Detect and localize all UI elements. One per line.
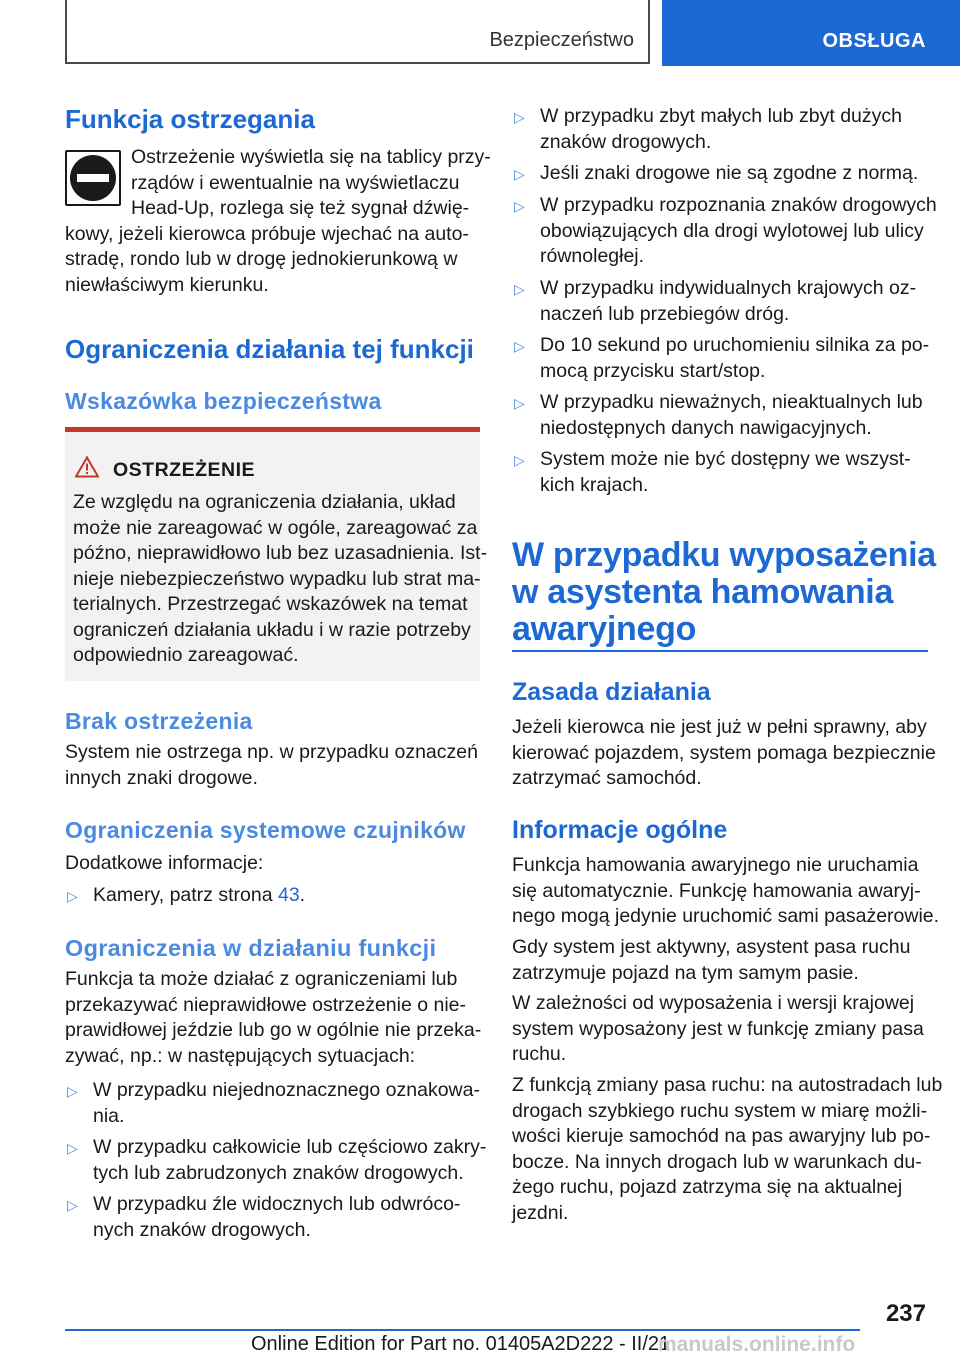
text-line: ograniczeń działania układu i w razie potrzeby bbox=[73, 618, 471, 641]
text-line: Head-Up, rozlega się też sygnał dźwię- bbox=[131, 197, 470, 219]
text-line: zywać, np.: w następujących sytuacjach: bbox=[65, 1044, 416, 1067]
text-line: się automatycznie. Funkcję hamowania awaryj- bbox=[512, 879, 921, 902]
text-line: zatrzymać samochód. bbox=[512, 767, 702, 789]
bullet-triangle-icon: ▷ bbox=[514, 338, 525, 354]
text-line: jezdni. bbox=[512, 1201, 569, 1224]
text-line: Ze względu na ograniczenia działania, układ bbox=[73, 491, 456, 513]
heading-principle: Zasada działania bbox=[512, 678, 711, 706]
text-line: nego mogą jedynie uruchomić sami pasażerowie. bbox=[512, 905, 940, 927]
heading-safety: Wskazówka bezpieczeństwa bbox=[65, 388, 382, 414]
bullet-triangle-icon: ▷ bbox=[514, 109, 525, 125]
text-line: prawidłowej jeździe lub go w ogólnie nie przeka- bbox=[65, 1019, 482, 1041]
text-line: rządów i ewentualnie na wyświetlaczu bbox=[131, 171, 460, 194]
bullet-triangle-icon: ▷ bbox=[67, 1197, 78, 1213]
text-line: stradę, rondo lub w drogę jednokierunkową w bbox=[65, 248, 458, 270]
text-line: żego ruchu, pojazd zatrzyma się na aktualnej bbox=[512, 1176, 903, 1198]
no-entry-icon bbox=[65, 150, 121, 206]
bullet-triangle-icon: ▷ bbox=[514, 395, 525, 411]
text-line: może nie zareagować w ogóle, zareagować za bbox=[73, 516, 478, 539]
list-item: Kamery, patrz strona 43. bbox=[93, 884, 306, 906]
list-item: tych lub zabrudzonych znaków drogowych. bbox=[93, 1161, 464, 1184]
page-link-43[interactable]: 43 bbox=[277, 884, 300, 906]
text-line: innych znaki drogowe. bbox=[65, 766, 258, 789]
text-line: przekazywać nieprawidłowe ostrzeżenie o nie- bbox=[65, 993, 467, 1016]
text-line: Dodatkowe informacje: bbox=[65, 852, 264, 874]
warning-triangle-icon bbox=[75, 456, 99, 478]
page-number: 237 bbox=[885, 1300, 926, 1327]
bullet-triangle-icon: ▷ bbox=[67, 888, 78, 904]
text-line: kowy, jeżeli kierowca próbuje wjechać na auto- bbox=[65, 222, 469, 245]
heading-general-info: Informacje ogólne bbox=[512, 816, 728, 844]
heading-emergency-brake: W przypadku wyposażenia bbox=[512, 536, 936, 574]
header-frame bbox=[65, 0, 650, 64]
list-item: obowiązujących dla drogi wylotowej lub ulicy bbox=[540, 219, 924, 242]
list-item: równoległej. bbox=[540, 245, 645, 267]
list-item: W przypadku nieważnych, nieaktualnych lub bbox=[540, 391, 923, 413]
footer-brand-watermark: manuals.online.info bbox=[658, 1333, 856, 1356]
list-item: nia. bbox=[93, 1104, 125, 1127]
heading-function-limits: Ograniczenia w działaniu funkcji bbox=[65, 935, 437, 961]
heading-sensor-limits: Ograniczenia systemowe czujników bbox=[65, 817, 466, 843]
footer-edition: Online Edition for Part no. 01405A2D222 - II/21 bbox=[251, 1333, 671, 1355]
text-line: odpowiednio zareagować. bbox=[73, 644, 299, 666]
heading-warning-function: Funkcja ostrzegania bbox=[65, 104, 315, 134]
text-line: Funkcja hamowania awaryjnego nie uruchamia bbox=[512, 854, 919, 876]
section-title: Bezpieczeństwo bbox=[489, 29, 634, 51]
bullet-triangle-icon: ▷ bbox=[514, 452, 525, 468]
text-line: terialnych. Przestrzegać wskazówek na temat bbox=[73, 593, 468, 615]
text-line: System nie ostrzega np. w przypadku oznaczeń bbox=[65, 741, 478, 763]
bullet-triangle-icon: ▷ bbox=[514, 281, 525, 297]
list-item: System może nie być dostępny we wszyst- bbox=[540, 448, 911, 470]
bullet-triangle-icon: ▷ bbox=[514, 166, 525, 182]
list-item: W przypadku niejednoznacznego oznakowa- bbox=[93, 1079, 480, 1101]
list-item: Do 10 sekund po uruchomieniu silnika za po- bbox=[540, 334, 930, 356]
list-item: kich krajach. bbox=[540, 473, 649, 496]
list-item: naczeń lub przebiegów dróg. bbox=[540, 302, 790, 325]
footer-rule bbox=[65, 1329, 860, 1331]
text-line: kierować pojazdem, system pomaga bezpiecznie bbox=[512, 741, 936, 764]
warning-box bbox=[65, 427, 488, 681]
tab-label: OBSŁUGA bbox=[822, 30, 926, 52]
text-line: Funkcja ta może działać z ograniczeniami lub bbox=[65, 968, 458, 990]
text-line: wości kieruje samochód na pas awaryjny lub po- bbox=[512, 1125, 931, 1147]
list-item: Jeśli znaki drogowe nie są zgodne z normą. bbox=[540, 162, 919, 184]
text-line: Z funkcją zmiany pasa ruchu: na autostradach lub bbox=[512, 1074, 943, 1096]
bullet-triangle-icon: ▷ bbox=[67, 1140, 78, 1156]
bullet-triangle-icon: ▷ bbox=[67, 1083, 78, 1099]
list-item: niedostępnych danych nawigacyjnych. bbox=[540, 416, 872, 439]
tab-obsluga[interactable] bbox=[662, 0, 960, 66]
text-line: niewłaściwym kierunku. bbox=[65, 273, 269, 296]
list-item: W przypadku zbyt małych lub zbyt dużych bbox=[540, 105, 902, 127]
bullet-triangle-icon: ▷ bbox=[514, 198, 525, 214]
warning-title: OSTRZEŻENIE bbox=[113, 459, 256, 481]
text-line: zatrzymuje pojazd na tym samym pasie. bbox=[512, 961, 859, 984]
text-line: Ostrzeżenie wyświetla się na tablicy przy- bbox=[131, 146, 491, 168]
list-item: W przypadku źle widocznych lub odwróco- bbox=[93, 1193, 461, 1215]
text-line: bocze. Na innych drogach lub w warunkach du- bbox=[512, 1150, 922, 1173]
list-item: nych znaków drogowych. bbox=[93, 1218, 311, 1241]
list-item: znaków drogowych. bbox=[540, 130, 712, 153]
text-line: późno, nieprawidłowo lub bez uzasadnienia. Ist- bbox=[73, 542, 488, 564]
heading-emergency-brake: w asystenta hamowania bbox=[512, 573, 894, 611]
heading-limits: Ograniczenia działania tej funkcji bbox=[65, 334, 474, 364]
heading-no-warning: Brak ostrzeżenia bbox=[65, 708, 253, 734]
heading-rule bbox=[512, 650, 928, 652]
text-line: nieje niebezpieczeństwo wypadku lub strat ma- bbox=[73, 567, 481, 590]
list-item: W przypadku indywidualnych krajowych oz- bbox=[540, 277, 917, 299]
text-line: W zależności od wyposażenia i wersji krajowej bbox=[512, 992, 915, 1014]
text-line: system wyposażony jest w funkcję zmiany pasa bbox=[512, 1017, 924, 1040]
text-line: drogach szybkiego ruchu system w miarę możli- bbox=[512, 1099, 928, 1122]
list-item: W przypadku rozpoznania znaków drogowych bbox=[540, 194, 937, 216]
text-line: Gdy system jest aktywny, asystent pasa ruchu bbox=[512, 936, 911, 958]
text-line: Jeżeli kierowca nie jest już w pełni sprawny, aby bbox=[512, 716, 927, 738]
text-line: ruchu. bbox=[512, 1043, 567, 1065]
list-item: W przypadku całkowicie lub częściowo zakry- bbox=[93, 1136, 487, 1158]
list-item: mocą przycisku start/stop. bbox=[540, 359, 766, 382]
heading-emergency-brake: awaryjnego bbox=[512, 610, 697, 648]
